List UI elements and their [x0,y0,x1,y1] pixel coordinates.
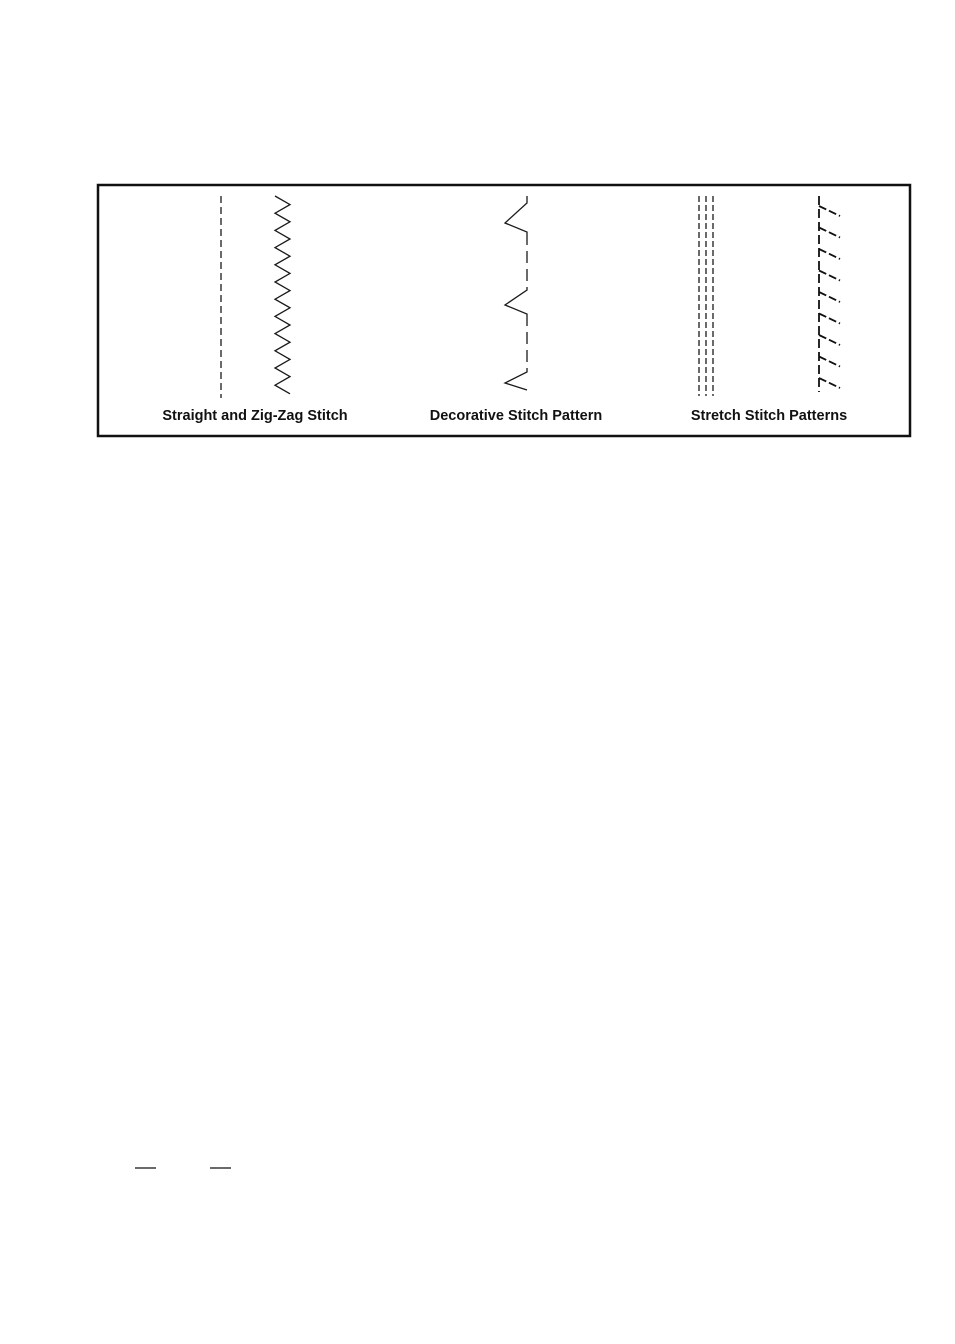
decorative-stitch-pattern [505,196,527,390]
overlock-tick [819,378,840,388]
caption-stretch: Stretch Stitch Patterns [690,408,848,424]
zigzag-stitch-line [275,196,290,394]
overlock-tick [819,357,840,367]
overlock-tick [819,314,840,324]
overlock-tick [819,335,840,345]
diagram-frame [98,185,910,436]
caption-straight-zigzag: Straight and Zig-Zag Stitch [162,408,348,424]
overlock-stitch-pattern [819,196,840,392]
triple-straight-stitch [699,196,713,396]
overlock-tick [819,206,840,216]
overlock-tick [819,292,840,302]
caption-decorative: Decorative Stitch Pattern [429,408,603,424]
overlock-tick [819,228,840,238]
overlock-tick [819,249,840,259]
overlock-tick [819,271,840,281]
